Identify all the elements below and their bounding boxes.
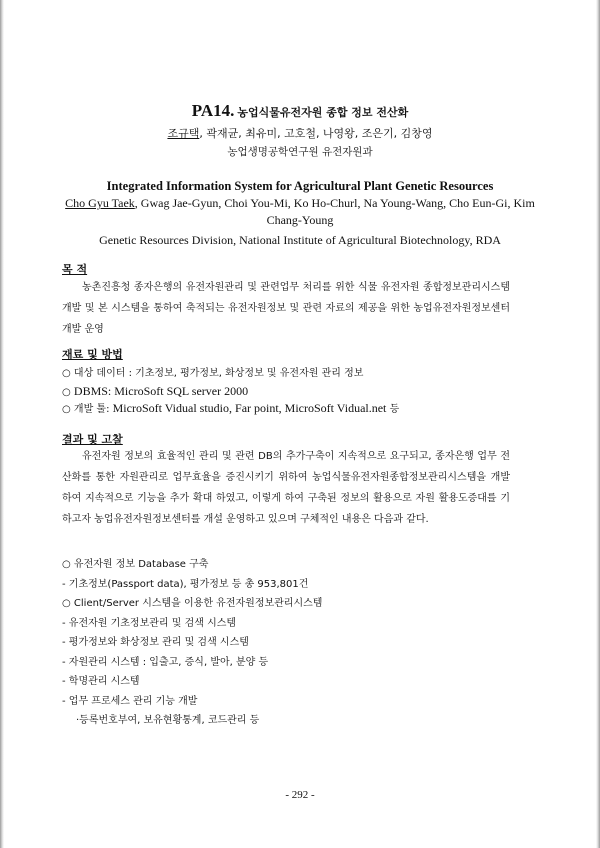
presenting-author-en: Cho Gyu Taek: [65, 196, 135, 210]
list-item-text: 개발 툴:: [73, 404, 113, 415]
paper-title-en: Integrated Information System for Agricultural Plant Genetic Resources: [106, 179, 494, 193]
authors-en: [60, 195, 540, 229]
list-item: [62, 383, 522, 401]
results-paragraph: 유전자원 정보의 효율적인 관리 및 관련 DB의 추가구축이 지속적으로 요구되고, 종자은행 업무 전산화를 통한 자원관리로 업무효율을 증진시키기 위하여 농업식물유전자원종합정보관리시스템을 개발 하여 지속적으로 기능을 추가 확대 하였고, 이렇게 하여 구축된 정보의 활용으로 자원 활용도증대를 기하고자 농업유전자원정보센터를 개설 운영하고 있으며 구체적인 내용은 다음과 같다.: [62, 451, 510, 525]
coauthors-ko: , 곽재균, 최유미, 고호철, 나영왕, 조은기, 김창영: [199, 127, 433, 140]
list-item: ○ 유전자원 정보 Database 구축: [62, 559, 209, 570]
list-item-text: 대상 데이터 : 기초정보, 평가정보, 화상정보 및 유전자원 관리 정보: [73, 368, 364, 379]
section-heading-objective: 목 적: [62, 263, 88, 276]
bullet: ○: [62, 386, 74, 398]
list-item: ·등록번호부여, 보유현황통계, 코드관리 등: [76, 715, 260, 726]
list-item: [62, 365, 522, 383]
presenting-author-ko: 조규택: [167, 127, 200, 140]
list-item: - 자원관리 시스템 : 입출고, 증식, 발아, 분양 등: [62, 656, 269, 668]
list-item: - 학명관리 시스템: [62, 676, 140, 687]
coauthors-en: , Gwag Jae-Gyun, Choi You-Mi, Ko Ho-Churl, Na Young-Wang, Cho Eun-Gi, Kim Chang-Young: [134, 196, 535, 227]
bullet: ○: [62, 404, 74, 415]
paper-title-ko: [40, 100, 560, 124]
title-ko-text: 농업식물유전자원 종합 정보 전산화: [237, 106, 409, 119]
list-item-text-en: MicroSoft Vidual studio, Far point, MicroSoft Vidual.net: [112, 401, 387, 415]
section-heading-methods: 재료 및 방법: [62, 348, 123, 361]
list-item: - 업무 프로세스 관리 기능 개발: [62, 695, 198, 707]
bullet: ○: [62, 368, 74, 379]
page-edge-shadow-left: [0, 0, 4, 848]
list-item: - 평가정보와 화상정보 관리 및 검색 시스템: [62, 637, 249, 648]
list-item: ○ Client/Server 시스템을 이용한 유전자원정보관리시스템: [62, 598, 323, 609]
section-heading-results: 결과 및 고찰: [62, 433, 123, 446]
list-item-text: DBMS: MicroSoft SQL server 2000: [73, 383, 249, 398]
objective-paragraph: 농촌진흥청 종자은행의 유전자원관리 및 관련업무 처리를 위한 식물 유전자원 종합정보관리시스템 개발 및 본 시스템을 통하여 축적되는 유전자원정보 및 관련 자료의 제공을 위한 농업유전자원정보센터 개발 운영: [62, 282, 510, 335]
list-item: - 유전자원 기초정보관리 및 검색 시스템: [62, 617, 237, 629]
page-edge-shadow-right: [596, 0, 600, 848]
list-item: - 기초정보(Passport data), 평가정보 등 총 953,801건: [62, 578, 309, 590]
title-block: [40, 100, 560, 161]
list-item-text-suffix: 등: [386, 404, 400, 415]
authors-ko: [40, 124, 560, 143]
affiliation-ko: 농업생명공학연구원 유전자원과: [227, 146, 373, 158]
page-number: - 292 -: [285, 789, 315, 801]
abstract-code: PA14.: [191, 101, 235, 120]
results-list: [62, 555, 522, 731]
affiliation-en: Genetic Resources Division, National Institute of Agricultural Biotechnology, RDA: [99, 233, 501, 247]
list-item: [62, 400, 522, 418]
methods-list: [62, 365, 522, 418]
